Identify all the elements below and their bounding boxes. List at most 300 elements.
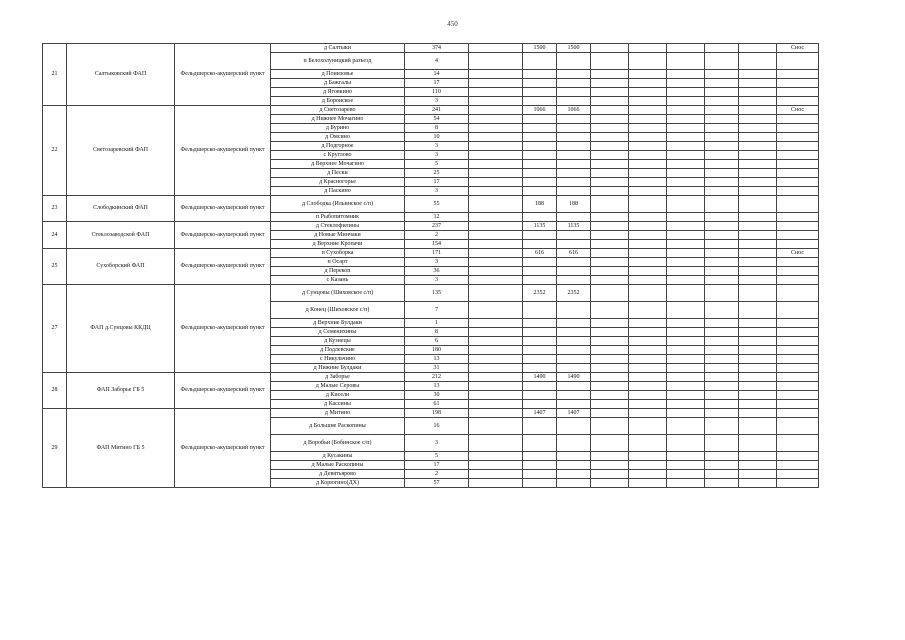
population: 14: [405, 70, 469, 79]
value-c: [557, 435, 591, 452]
settlement-name: с Казань: [271, 276, 405, 285]
empty-cell: [667, 418, 705, 435]
empty-cell: [705, 240, 739, 249]
empty-cell: [705, 364, 739, 373]
empty-cell: [629, 409, 667, 418]
empty-cell: [705, 53, 739, 70]
value-c: [557, 160, 591, 169]
empty-cell: [629, 249, 667, 258]
empty-cell: [591, 160, 629, 169]
settlement-name: п Осарт: [271, 258, 405, 267]
empty-cell: [629, 258, 667, 267]
empty-cell: [591, 133, 629, 142]
empty-cell: [739, 364, 777, 373]
empty-cell: [705, 435, 739, 452]
population: 55: [405, 196, 469, 213]
empty-cell: [469, 213, 523, 222]
empty-cell: [469, 231, 523, 240]
facility-type: Фельдшерско-акушерский пункт: [175, 249, 271, 285]
empty-cell: [629, 285, 667, 302]
note: [777, 267, 819, 276]
empty-cell: [469, 53, 523, 70]
empty-cell: [591, 196, 629, 213]
value-c: [557, 400, 591, 409]
empty-cell: [629, 115, 667, 124]
settlement-name: д Пески: [271, 169, 405, 178]
empty-cell: [469, 70, 523, 79]
note: Снос: [777, 249, 819, 258]
facility-table-body: [43, 44, 819, 488]
empty-cell: [469, 133, 523, 142]
population: 3: [405, 151, 469, 160]
value-b: 188: [523, 196, 557, 213]
facility-type: Фельдшерско-акушерский пункт: [175, 222, 271, 249]
value-b: 1490: [523, 373, 557, 382]
empty-cell: [739, 267, 777, 276]
empty-cell: [629, 337, 667, 346]
population: 8: [405, 328, 469, 337]
empty-cell: [705, 222, 739, 231]
empty-cell: [469, 470, 523, 479]
empty-cell: [629, 231, 667, 240]
value-b: [523, 133, 557, 142]
facility-type: Фельдшерско-акушерский пункт: [175, 373, 271, 409]
empty-cell: [705, 461, 739, 470]
empty-cell: [739, 418, 777, 435]
note: [777, 178, 819, 187]
note: [777, 435, 819, 452]
empty-cell: [739, 319, 777, 328]
population: 16: [405, 418, 469, 435]
value-c: [557, 240, 591, 249]
value-b: [523, 382, 557, 391]
empty-cell: [705, 196, 739, 213]
empty-cell: [469, 479, 523, 488]
population: 3: [405, 187, 469, 196]
empty-cell: [591, 151, 629, 160]
empty-cell: [705, 391, 739, 400]
settlement-name: д Новые Минчаки: [271, 231, 405, 240]
note: [777, 124, 819, 133]
value-c: [557, 258, 591, 267]
empty-cell: [739, 328, 777, 337]
facility-type: Фельдшерско-акушерский пункт: [175, 285, 271, 373]
facility-name: ФАП Заборье ГБ 5: [67, 373, 175, 409]
empty-cell: [667, 213, 705, 222]
population: 6: [405, 337, 469, 346]
value-b: 1135: [523, 222, 557, 231]
population: 4: [405, 53, 469, 70]
empty-cell: [591, 142, 629, 151]
value-b: 2352: [523, 285, 557, 302]
empty-cell: [739, 53, 777, 70]
empty-cell: [739, 435, 777, 452]
empty-cell: [667, 346, 705, 355]
value-c: 1066: [557, 106, 591, 115]
value-c: [557, 461, 591, 470]
value-c: [557, 124, 591, 133]
population: 10: [405, 133, 469, 142]
empty-cell: [469, 391, 523, 400]
empty-cell: [739, 222, 777, 231]
note: [777, 302, 819, 319]
empty-cell: [667, 142, 705, 151]
empty-cell: [469, 319, 523, 328]
population: 25: [405, 169, 469, 178]
empty-cell: [739, 231, 777, 240]
table-row: [43, 106, 819, 115]
empty-cell: [591, 355, 629, 364]
empty-cell: [705, 70, 739, 79]
empty-cell: [667, 44, 705, 53]
empty-cell: [591, 258, 629, 267]
empty-cell: [469, 267, 523, 276]
empty-cell: [705, 276, 739, 285]
empty-cell: [739, 285, 777, 302]
note: [777, 382, 819, 391]
note: [777, 258, 819, 267]
settlement-name: д Корюгино(ДХ): [271, 479, 405, 488]
empty-cell: [739, 79, 777, 88]
empty-cell: [591, 276, 629, 285]
empty-cell: [629, 88, 667, 97]
settlement-name: д Кузнецы: [271, 337, 405, 346]
settlement-name: д Семенихины: [271, 328, 405, 337]
empty-cell: [591, 364, 629, 373]
value-b: [523, 124, 557, 133]
empty-cell: [667, 391, 705, 400]
note: [777, 187, 819, 196]
settlement-name: д Большие Раскопины: [271, 418, 405, 435]
empty-cell: [469, 187, 523, 196]
note: [777, 160, 819, 169]
empty-cell: [591, 435, 629, 452]
empty-cell: [591, 124, 629, 133]
population: 30: [405, 391, 469, 400]
settlement-name: с Круглово: [271, 151, 405, 160]
settlement-name: д Воробьи (Бобинское с/п): [271, 435, 405, 452]
note: [777, 151, 819, 160]
empty-cell: [667, 53, 705, 70]
empty-cell: [469, 400, 523, 409]
empty-cell: [667, 258, 705, 267]
settlement-name: д Конец (Шиховское с/п): [271, 302, 405, 319]
empty-cell: [629, 452, 667, 461]
empty-cell: [739, 151, 777, 160]
empty-cell: [591, 382, 629, 391]
empty-cell: [667, 373, 705, 382]
empty-cell: [667, 151, 705, 160]
value-c: [557, 346, 591, 355]
value-c: [557, 382, 591, 391]
note: Снос: [777, 106, 819, 115]
value-b: [523, 151, 557, 160]
empty-cell: [469, 88, 523, 97]
value-b: [523, 391, 557, 400]
settlement-name: д Нижние Булдаки: [271, 364, 405, 373]
empty-cell: [469, 240, 523, 249]
value-c: [557, 337, 591, 346]
value-c: [557, 302, 591, 319]
empty-cell: [667, 249, 705, 258]
value-b: [523, 452, 557, 461]
empty-cell: [667, 461, 705, 470]
note: [777, 88, 819, 97]
empty-cell: [667, 267, 705, 276]
empty-cell: [629, 373, 667, 382]
population: 135: [405, 285, 469, 302]
value-b: [523, 258, 557, 267]
value-c: [557, 97, 591, 106]
value-c: 2352: [557, 285, 591, 302]
empty-cell: [739, 115, 777, 124]
empty-cell: [667, 70, 705, 79]
empty-cell: [629, 151, 667, 160]
value-b: [523, 187, 557, 196]
empty-cell: [705, 142, 739, 151]
empty-cell: [667, 382, 705, 391]
empty-cell: [591, 88, 629, 97]
value-b: [523, 53, 557, 70]
empty-cell: [591, 44, 629, 53]
facility-name: Стеклозаводской ФАП: [67, 222, 175, 249]
empty-cell: [705, 97, 739, 106]
empty-cell: [667, 285, 705, 302]
population: 31: [405, 364, 469, 373]
population: 110: [405, 88, 469, 97]
value-b: [523, 231, 557, 240]
value-c: [557, 355, 591, 364]
note: [777, 461, 819, 470]
settlement-name: д Кисели: [271, 391, 405, 400]
empty-cell: [629, 435, 667, 452]
facility-number: 29: [43, 409, 67, 488]
empty-cell: [629, 44, 667, 53]
value-c: 1490: [557, 373, 591, 382]
value-b: [523, 267, 557, 276]
value-c: [557, 470, 591, 479]
settlement-name: д Паскино: [271, 187, 405, 196]
value-c: [557, 479, 591, 488]
value-c: [557, 267, 591, 276]
settlement-name: д Светозарево: [271, 106, 405, 115]
value-b: [523, 337, 557, 346]
settlement-name: д Стеклофилины: [271, 222, 405, 231]
empty-cell: [667, 160, 705, 169]
value-c: [557, 88, 591, 97]
value-c: [557, 452, 591, 461]
empty-cell: [705, 231, 739, 240]
population: 57: [405, 479, 469, 488]
settlement-name: п Сухоборка: [271, 249, 405, 258]
value-c: [557, 151, 591, 160]
population: 13: [405, 355, 469, 364]
empty-cell: [591, 178, 629, 187]
note: Снос: [777, 44, 819, 53]
settlement-name: д Бурино: [271, 124, 405, 133]
empty-cell: [739, 160, 777, 169]
note: [777, 276, 819, 285]
population: 8: [405, 124, 469, 133]
empty-cell: [629, 196, 667, 213]
settlement-name: д Салтыки: [271, 44, 405, 53]
note: [777, 133, 819, 142]
facility-name: ФАП Митино ГБ 5: [67, 409, 175, 488]
value-b: 1500: [523, 44, 557, 53]
empty-cell: [739, 461, 777, 470]
note: [777, 70, 819, 79]
table-row: [43, 409, 819, 418]
empty-cell: [591, 373, 629, 382]
empty-cell: [629, 178, 667, 187]
empty-cell: [469, 373, 523, 382]
empty-cell: [667, 115, 705, 124]
empty-cell: [705, 337, 739, 346]
empty-cell: [705, 249, 739, 258]
note: [777, 115, 819, 124]
facility-name: Светозаревский ФАП: [67, 106, 175, 196]
empty-cell: [667, 169, 705, 178]
empty-cell: [591, 267, 629, 276]
population: 212: [405, 373, 469, 382]
empty-cell: [739, 391, 777, 400]
empty-cell: [705, 124, 739, 133]
empty-cell: [469, 97, 523, 106]
empty-cell: [591, 187, 629, 196]
note: [777, 479, 819, 488]
empty-cell: [629, 79, 667, 88]
empty-cell: [667, 187, 705, 196]
empty-cell: [667, 106, 705, 115]
population: 3: [405, 435, 469, 452]
value-c: [557, 213, 591, 222]
note: [777, 337, 819, 346]
empty-cell: [739, 302, 777, 319]
empty-cell: [591, 97, 629, 106]
empty-cell: [629, 169, 667, 178]
settlement-name: п Белохолуницкий разъезд: [271, 53, 405, 70]
note: [777, 231, 819, 240]
empty-cell: [705, 160, 739, 169]
empty-cell: [469, 409, 523, 418]
empty-cell: [629, 302, 667, 319]
value-c: [557, 231, 591, 240]
empty-cell: [739, 106, 777, 115]
settlement-name: д Кассины: [271, 400, 405, 409]
empty-cell: [591, 70, 629, 79]
value-b: [523, 160, 557, 169]
empty-cell: [469, 178, 523, 187]
empty-cell: [667, 302, 705, 319]
empty-cell: [739, 346, 777, 355]
empty-cell: [667, 196, 705, 213]
value-b: [523, 328, 557, 337]
note: [777, 328, 819, 337]
value-c: [557, 391, 591, 400]
empty-cell: [591, 346, 629, 355]
note: [777, 196, 819, 213]
empty-cell: [629, 276, 667, 285]
empty-cell: [469, 258, 523, 267]
note: [777, 319, 819, 328]
empty-cell: [469, 364, 523, 373]
empty-cell: [469, 461, 523, 470]
empty-cell: [591, 400, 629, 409]
value-b: [523, 79, 557, 88]
settlement-name: д Омсино: [271, 133, 405, 142]
empty-cell: [469, 302, 523, 319]
empty-cell: [705, 267, 739, 276]
value-b: [523, 97, 557, 106]
population: 54: [405, 115, 469, 124]
population: 3: [405, 276, 469, 285]
empty-cell: [705, 479, 739, 488]
empty-cell: [591, 470, 629, 479]
settlement-name: д Заборье: [271, 373, 405, 382]
value-c: 1135: [557, 222, 591, 231]
settlement-name: д Понизовье: [271, 70, 405, 79]
empty-cell: [667, 222, 705, 231]
note: [777, 418, 819, 435]
empty-cell: [705, 115, 739, 124]
note: [777, 53, 819, 70]
empty-cell: [667, 97, 705, 106]
facility-name: Слободкинский ФАП: [67, 196, 175, 222]
empty-cell: [469, 142, 523, 151]
empty-cell: [705, 44, 739, 53]
empty-cell: [469, 44, 523, 53]
settlement-name: п Рыбопитомник: [271, 213, 405, 222]
empty-cell: [739, 133, 777, 142]
empty-cell: [705, 400, 739, 409]
settlement-name: д Верхние Кропачи: [271, 240, 405, 249]
value-c: [557, 53, 591, 70]
facility-table: [42, 43, 819, 488]
empty-cell: [469, 222, 523, 231]
note: [777, 470, 819, 479]
settlement-name: д Нижнее Мочагино: [271, 115, 405, 124]
table-row: [43, 285, 819, 302]
population: 7: [405, 302, 469, 319]
note: [777, 79, 819, 88]
empty-cell: [739, 169, 777, 178]
population: 17: [405, 79, 469, 88]
population: 5: [405, 160, 469, 169]
empty-cell: [629, 213, 667, 222]
empty-cell: [591, 418, 629, 435]
empty-cell: [591, 461, 629, 470]
population: 3: [405, 258, 469, 267]
empty-cell: [705, 79, 739, 88]
value-c: [557, 319, 591, 328]
value-c: [557, 70, 591, 79]
population: 171: [405, 249, 469, 258]
empty-cell: [705, 106, 739, 115]
population: 374: [405, 44, 469, 53]
value-b: [523, 178, 557, 187]
settlement-name: с Никульчино: [271, 355, 405, 364]
empty-cell: [629, 418, 667, 435]
value-b: [523, 213, 557, 222]
table-row: [43, 196, 819, 213]
value-b: [523, 479, 557, 488]
empty-cell: [667, 337, 705, 346]
empty-cell: [705, 302, 739, 319]
note: [777, 285, 819, 302]
empty-cell: [469, 435, 523, 452]
empty-cell: [705, 328, 739, 337]
empty-cell: [739, 142, 777, 151]
